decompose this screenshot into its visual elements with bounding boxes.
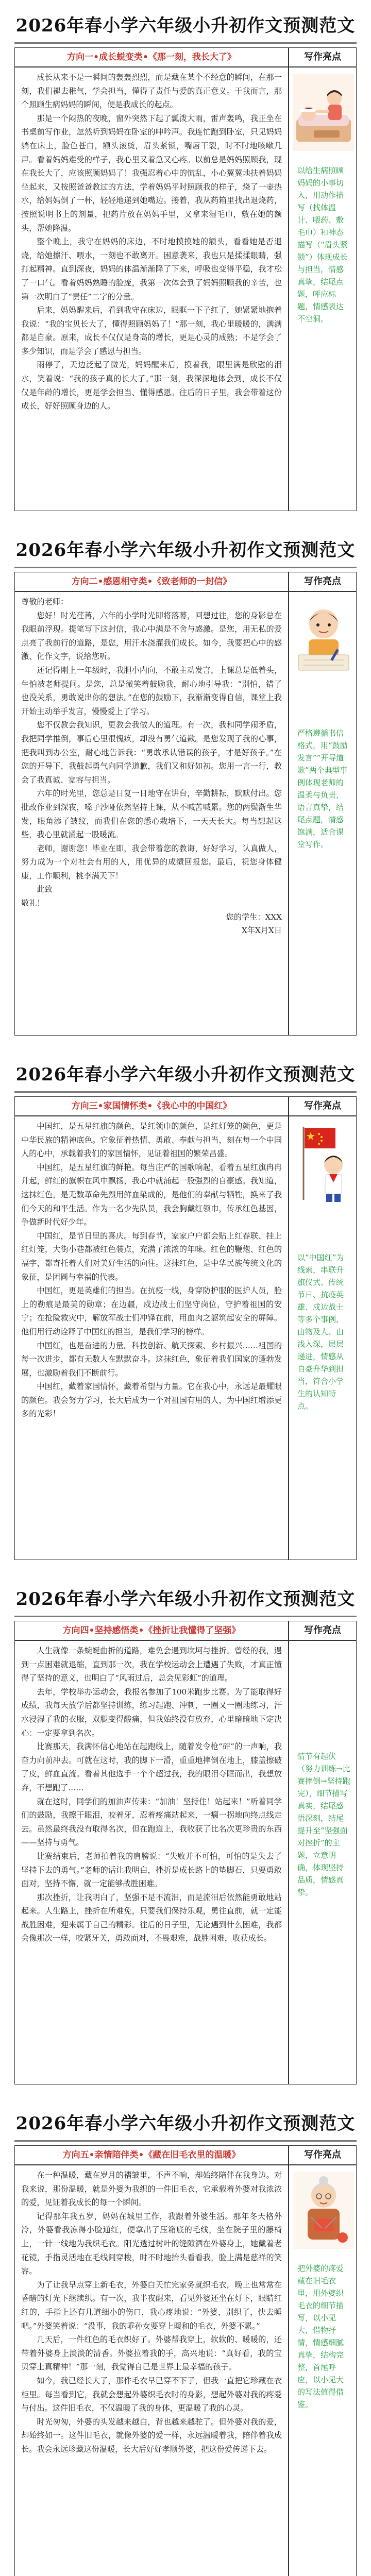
highlights-header: 写作亮点 [304, 52, 341, 62]
essay-table [14, 1096, 357, 1560]
writing-highlight-note: 把外婆的疼爱藏在旧毛衣里，用外婆织毛衣的细节描写，以小见大，借物抒情，情感细腻真挚，结构完整，首尾呼应，以小见大的写法值得借鉴。 [297, 2264, 344, 2409]
essay-table [14, 2145, 357, 2576]
writing-highlight-note: 情节有起伏（努力训练→比赛摔倒→坚持跑完），细节描写真实，结尾感悟深刻，结尾提升至“坚强面对挫折”的主题，立意明确，体现坚持品质，情感真挚。 [297, 1752, 350, 1897]
mother-child-illustration [293, 74, 354, 151]
page-title: 2026年春小学六年级小升初作文预测范文 [15, 540, 356, 561]
essay-page-4 [0, 1573, 371, 2098]
essay-topic: 方向五•亲情陪伴类•《藏在旧毛衣里的温暖》 [62, 2150, 241, 2160]
highlights-header: 写作亮点 [304, 1625, 341, 1636]
essay-page-2 [0, 524, 371, 1049]
page-title: 2026年春小学六年级小升初作文预测范文 [15, 1064, 356, 1085]
highlights-header: 写作亮点 [304, 2149, 341, 2160]
essay-body: 在一种温暖，藏在岁月的褶皱里，不声不响，却始终陪伴在我身边。对我来说，那份温暖，就是外婆为我织的一件旧毛衣，它承载着外婆对我浓浓的爱，见证着我成长的每一个瞬间。 记得那年我五岁，妈妈在城里工作，我跟着外婆生活。那年冬天格外冷，外婆看我冻得小脸通红，便拿出了压箱底的毛线，坐在院子里的藤椅上，一针一线地为我织毛衣。阳光透过树叶的缝隙洒在外婆身上，她戴着老花镜，手指灵活地在毛线间穿梭，时不时地抬头看看我，脸上满是慈祥的笑容。 为了让我早点穿上新毛衣，外婆白天忙完家务就织毛衣，晚上也常常在昏暗的灯光下继续织。有一次，我半夜醒来，看见外婆还坐在灯下，眼睛红红的，手指上还有几道细小的伤口，我心疼地说：“外婆，别织了，快去睡吧。”外婆笑着说：“没事，我的乖孙女要穿上暖和的毛衣，外婆不累。” 几天后，一件红色的毛衣织好了。外婆帮我穿上，软软的、暖暖的，还带着外婆身上淡淡的清香。外婆拉着我的手，高兴地说：“真好看，我的宝贝穿上真精神！”那一刻，我觉得自己是世界上最幸福的孩子。 如今，我已经长大了，那件毛衣早已穿不下了，但我一直把它珍藏在衣柜里。每当看到它，我就会想起外婆织毛衣时的身影，想起外婆对我的疼爱与付出。这件旧毛衣，不仅温暖了我的身体，更温暖了我的心灵。 时光匆匆，外婆的头发越来越白，背也越来越驼了。但外婆对我的爱，却始终如一。这件旧毛衣，就像外婆的爱一样，永远温暖着我，陪伴着我成长。我会永远珍藏这份温暖，长大后好好孝顺外婆，把这份爱传递下去。 [21, 2171, 282, 2454]
essay-table [14, 47, 357, 511]
page-title: 2026年春小学六年级小升初作文预测范文 [15, 15, 356, 36]
child-with-flag-illustration [293, 1123, 354, 1205]
writing-highlight-note: 以给生病照顾妈妈的小事切入，用动作描写（找体温计、喂药、敷毛巾）和神态描写（“眉头紧锁”）体现成长与担当，情感真挚，结尾点题，呼应标题，情感表达不空洞。 [297, 166, 348, 324]
essay-topic: 方向二•感恩相守类•《致老师的一封信》 [71, 577, 232, 587]
essay-body: 人生就像一条蜿蜒曲折的道路，难免会遇到坎坷与挫折。曾经的我，遇到一点困难就退缩，直到那一次，我在学校运动会上遭遇了失败，才真正懂得了坚持的意义，也明白了“风雨过后，总会见彩虹”的道理。 去年，学校举办运动会，我报名参加了100米跑步比赛。为了能取得好成绩，我每天放学后都坚持训练，练习起跑、冲刺，一圈又一圈地练习，汗水浸湿了我的衣服，双腿变得酸痛，但我始终没有放弃，心里暗暗地下定决心：一定要拿到名次。 比赛那天，我满怀信心地站在起跑线上，随着发令枪“砰”的一声响，我奋力向前冲去。可就在这时，我的脚下一滑，重重地摔倒在地上，膝盖擦破了皮，鲜血直流。看着其他选手一个个超过我，我的眼泪夺眶而出，我想放弃，不想跑了…… 就在这时，同学们的加油声传来：“加油！坚持住！站起来！”听着同学们的鼓励，我擦干眼泪，咬着牙，忍着疼痛站起来，一瘸一拐地向终点线走去。虽然最终我没有取得名次，但在跑道上，我收获了比名次更珍贵的东西——坚持与勇气。 比赛结束后，老师拍着我的肩膀说：“失败并不可怕，可怕的是失去了坚持下去的勇气。”老师的话让我明白，挫折是成长路上的垫脚石，只要勇敢面对，坚持不懈，就一定能够战胜困难。 那次挫折，让我明白了，坚强不是不流泪，而是流泪后依然能勇敢地站起来。人生路上，挫折在所难免，只要我们保持乐观，勇往直前，就一定能战胜困难，迎来属于自己的精彩。往后的日子里，无论遇到什么困难，我都会像那次一样，咬紧牙关，勇敢面对，不畏艰难，战胜困难，收获成长。 [21, 1646, 282, 1943]
essay-body: 中国红，是五星红旗的颜色，是红领巾的颜色，是红灯笼的颜色，更是中华民族的精神底色。它象征着热情、勇敢、奉献与担当，刻在每一个中国人的心中，承载着我们的家国情怀，见证着祖国的繁荣昌盛。 中国红，是五星红旗的鲜艳。每当庄严的国歌响起，看着五星红旗冉冉升起，鲜红的旗帜在风中飘扬，我心中就涌起一股强烈的自豪感。我知道，这抹红色，是无数革命先烈用鲜血染成的，是他们的奉献与牺牲，换来了我们今天的和平生活。作为一名少先队员，我会胸戴红领巾，传承红色基因，争做新时代好少年。 中国红，是节日里的喜庆。每到春节，家家户户都会贴上红春联、挂上红灯笼，大街小巷都被红色装点，充满了浓浓的年味。红色的鞭炮、红色的福字，都寄托着人们对美好生活的向往。这抹红色，是中华民族传统文化的象征，是团圆与幸福的代表。 中国红，更是英雄们的担当。在抗疫一线，身穿防护服的医护人员，脸上的勒痕是最美的勋章；在边疆，戍边战士们坚守岗位，守护着祖国的安宁；在抢险救灾中，解放军战士们冲锋在前，用血肉之躯筑起安全的屏障。他们用行动诠释了中国红的担当，是我们学习的榜样。 中国红，也是奋进的力量。科技创新、航天探索、乡村振兴……祖国的每一次进步，都有无数人在默默奋斗。这抹红色，象征着我们国家的蓬勃发展，也激励着我们不断前行。 中国红，藏着家国情怀，藏着希望与力量。它在我心中，永远是最耀眼的颜色。我会努力学习，长大后成为一个对祖国有用的人，为中国红增添更多的光彩！ [21, 1122, 282, 1419]
highlights-header: 写作亮点 [304, 576, 341, 587]
essay-table [14, 1621, 357, 2084]
title-divider [14, 2140, 357, 2142]
essay-topic: 方向四•坚持感悟类•《挫折让我懂得了坚强》 [62, 1625, 241, 1636]
essay-body: 成长从来不是一瞬间的轰轰烈烈，而是藏在某个不经意的瞬间，在那一刻，我们褪去稚气，学会担当，懂得了责任与爱的真正意义。于我而言，那个照顾生病妈妈的瞬间，便是我成长的起点。 那是一个闷热的夜晚，窗外突然下起了瓢泼大雨，雷声轰鸣，我正坐在书桌前写作业，忽然听到妈妈在卧室的呻吟声。我连忙跑到卧室，只见妈妈躺在床上，脸色苍白，额头滚烫，眉头紧锁，嘴唇干裂，时不时地咳嗽几声。看着妈妈难受的样子，我心里又着急又心疼。以前总是妈妈照顾我，现在我长大了，应该照顾妈妈了！我强忍着心中的慌乱，小心翼翼地扶着妈妈坐起来，又按照爸爸教过的方法，学着妈妈平时照顾我的样子，烧了一壶热水，给妈妈倒了一杯，轻轻地递到她嘴边。接着，我从药箱里找出退烧药，按照说明书上的剂量，把药片放在妈妈手里，又拿来湿毛巾，敷在她的额头，帮她降温。 整个晚上，我守在妈妈的床边，不时地摸摸她的额头，看看她是否退烧，给她擦汗、喂水，一刻也不敢离开。困意袭来，我也只是揉揉眼睛，强打起精神。直到深夜，妈妈的体温渐渐降了下来，呼吸也变得平稳，我才松了一口气。看着妈妈熟睡的脸庞，我第一次体会到了妈妈照顾我的辛苦，也第一次明白了“责任”二字的分量。 后来，妈妈醒来后，看到我守在床边，眼眶一下子红了，她紧紧地抱着我说：“我的宝贝长大了，懂得照顾妈妈了！”那一刻，我心里暖暖的，满满都是自豪。原来，成长不仅仅是身高的增长，更是心灵的成熟；不是学会了多少知识，而是学会了感恩与担当。 雨停了，天边泛起了微光，妈妈醒来后，摸着我，眼里满是欣慰的泪水，笑着说：“我的孩子真的长大了。”那一刻，我深深地体会到，成长不仅仅是年龄的增长，更是学会担当、懂得感恩。往后的日子里，我会带着这份成长，好好照顾身边的人。 [21, 73, 282, 411]
essay-topic: 方向一•成长蜕变类•《那一刻，我长大了》 [67, 52, 236, 62]
grandmother-knitting-illustration [293, 2172, 354, 2249]
title-divider [14, 42, 357, 44]
essay-body: 尊敬的老师： 您好！时光荏苒，六年的小学时光即将落幕，回想过往，您的身影总在我眼前浮现。提笔写下这封信，我心中满是不舍与感激。是您，用无私的爱点亮了我前行的道路，是您，用汗水浇灌我们成长。如今，我要把心中的感激、化作文字，说给您听。 还记得刚上一年级时，我胆小内向，不敢主动发言，上课总是低着头，生怕被老师提问。是您，总是微笑着鼓励我，耐心地引导我：“别怕，错了也没关系，勇敢说出你的想法。”在您的鼓励下，我渐渐变得自信，课堂上我开始主动举手发言，慢慢爱上了学习。 您不仅教会我知识，更教会我做人的道理。有一次，我和同学闹矛盾，我把同学推倒，事后心里很愧疚，却没有勇气道歉。是您发现了我的心事，把我叫到办公室，耐心地告诉我：“勇敢承认错误的孩子，才是好孩子。”在您的开导下，我鼓起勇气向同学道歉，我们又和好如初。您用一言一行，教会了我真诚、宽容与担当。 六年的时光里，您总是日复一日地守在讲台，辛勤耕耘，默默付出。您批改作业到深夜，嗓子沙哑依然坚持上课，从不喊苦喊累。您的两鬓渐生华发，眼角添了皱纹，而我们在您的悉心栽培下，一天天长大。每当想起这些，我心里就涌起一股暖流。 老师，谢谢您！毕业在即，我会带着您的教诲，好好学习，认真做人，努力成为一个对社会有用的人，用优异的成绩回报您。最后，祝您身体健康，工作顺利，桃李满天下！ 此致 敬礼！ 您的学生：XXX X年X月X日 [21, 597, 282, 936]
essay-topic: 方向三•家国情怀类•《我心中的中国红》 [71, 1101, 232, 1111]
essay-page-3 [0, 1049, 371, 1573]
page-title: 2026年春小学六年级小升初作文预测范文 [15, 2113, 356, 2134]
essay-table [14, 572, 357, 1036]
writing-highlight-note: 以“中国红”为线索，串联升旗仪式、传统节日、抗疫英雄、戍边战士等多个事例，由物及人、由浅入深，层层递进，情感从自豪升华到担当，符合小学生的认知特点。 [297, 1253, 344, 1411]
highlights-header: 写作亮点 [304, 1100, 341, 1111]
title-divider [14, 567, 357, 568]
writing-highlight-note: 严格遵循书信格式，用“鼓励发言”“开导道歉”两个典型事例体现老师的温柔与负责，语言真挚，结尾点题，情感饱满，适合课堂写作。 [297, 728, 348, 849]
title-divider [14, 1616, 357, 1617]
essay-page-5 [0, 2098, 371, 2576]
boy-writing-letter-illustration [293, 598, 354, 675]
page-title: 2026年春小学六年级小升初作文预测范文 [15, 1589, 356, 1609]
title-divider [14, 1091, 357, 1093]
essay-page-1 [0, 0, 371, 524]
